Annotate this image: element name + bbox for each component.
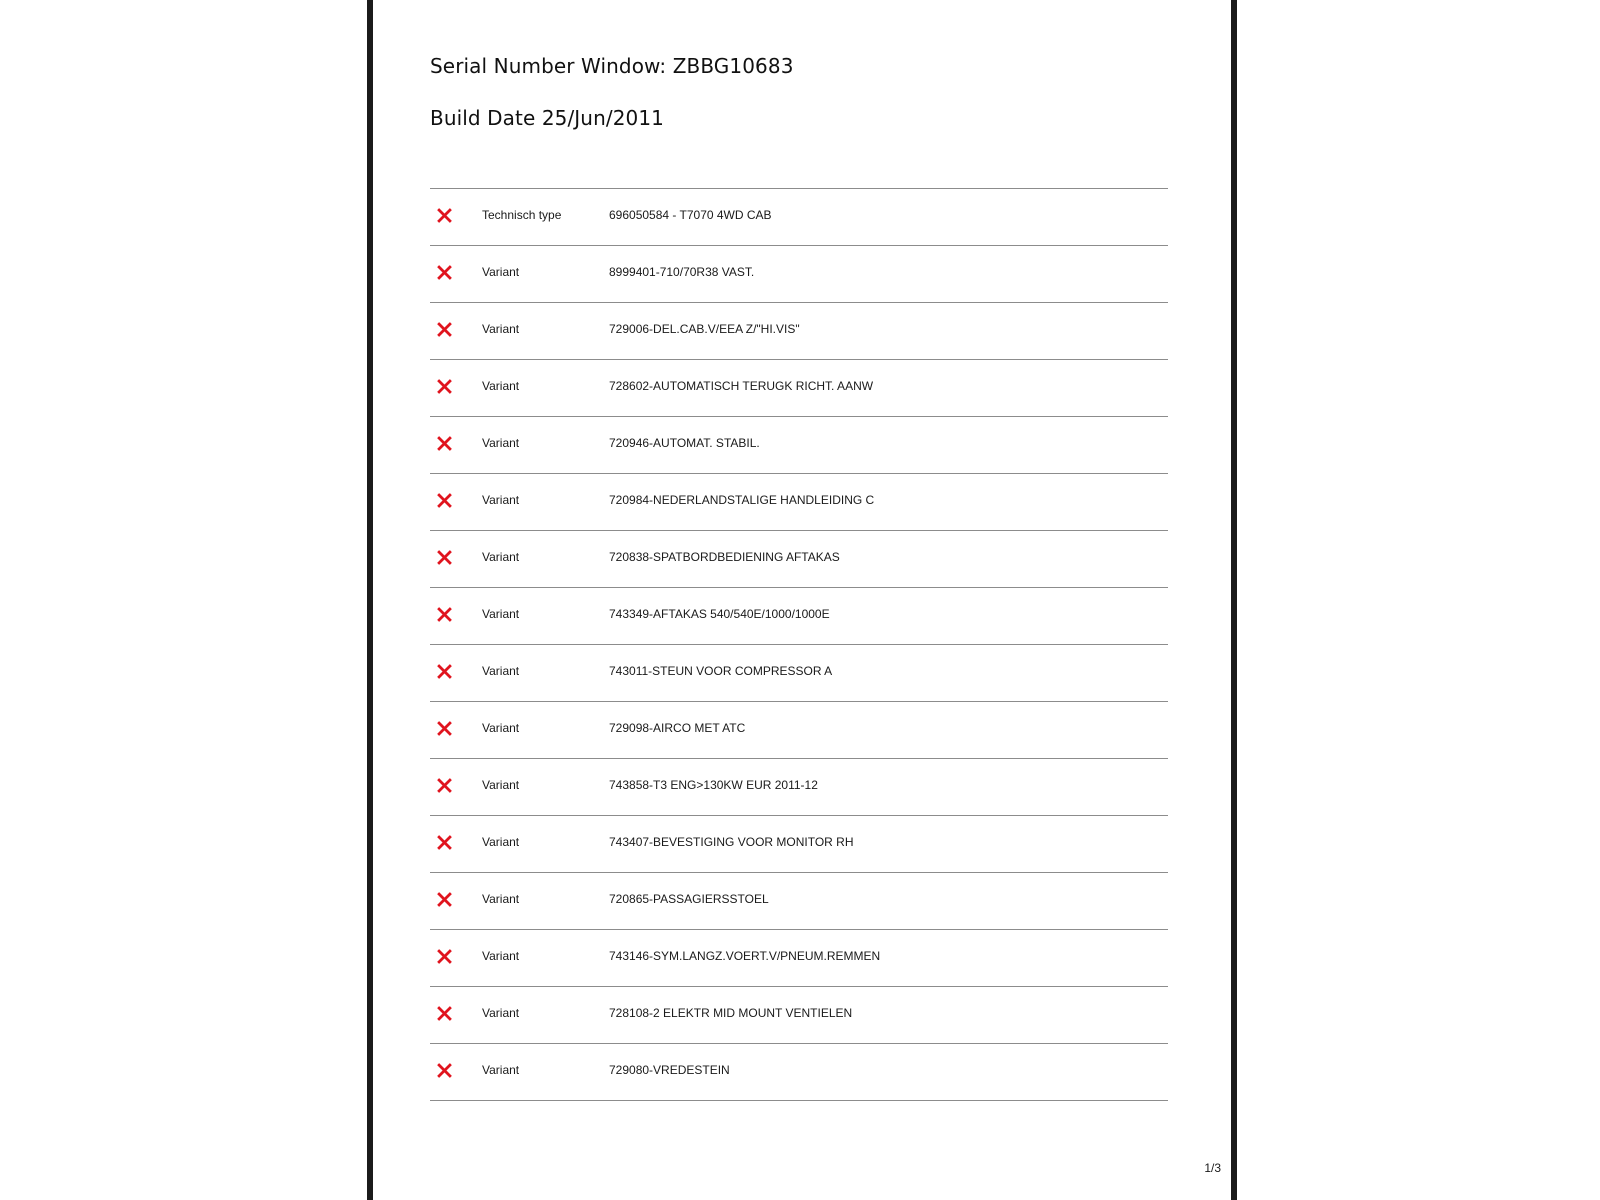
item-value: 696050584 - T7070 4WD CAB <box>609 208 772 222</box>
list-item <box>430 759 1168 816</box>
close-icon <box>436 378 453 395</box>
item-value: 720838-SPATBORDBEDIENING AFTAKAS <box>609 550 840 564</box>
item-label: Variant <box>482 1006 520 1020</box>
list-item <box>430 702 1168 759</box>
list-item <box>430 645 1168 702</box>
list-item <box>430 303 1168 360</box>
close-icon <box>436 207 453 224</box>
item-value: 729098-AIRCO MET ATC <box>609 721 746 735</box>
item-value: 729080-VREDESTEIN <box>609 1063 730 1077</box>
item-label: Variant <box>482 664 520 678</box>
item-label: Variant <box>482 265 520 279</box>
item-value: 720865-PASSAGIERSSTOEL <box>609 892 769 906</box>
item-label: Variant <box>482 436 520 450</box>
close-icon <box>436 1005 453 1022</box>
close-icon <box>436 264 453 281</box>
item-label: Variant <box>482 607 520 621</box>
item-label: Variant <box>482 892 520 906</box>
close-icon <box>436 1062 453 1079</box>
list-item <box>430 246 1168 303</box>
build-date-heading: Build Date 25/Jun/2011 <box>430 106 664 130</box>
close-icon <box>436 606 453 623</box>
close-icon <box>436 663 453 680</box>
close-icon <box>436 720 453 737</box>
item-value: 743349-AFTAKAS 540/540E/1000/1000E <box>609 607 830 621</box>
configuration-list <box>430 188 1168 1101</box>
item-label: Variant <box>482 550 520 564</box>
item-value: 743407-BEVESTIGING VOOR MONITOR RH <box>609 835 854 849</box>
item-label: Variant <box>482 1063 520 1077</box>
close-icon <box>436 492 453 509</box>
serial-number-heading: Serial Number Window: ZBBG10683 <box>430 54 794 78</box>
list-item <box>430 930 1168 987</box>
item-value: 728108-2 ELEKTR MID MOUNT VENTIELEN <box>609 1006 853 1020</box>
close-icon <box>436 435 453 452</box>
item-label: Variant <box>482 778 520 792</box>
close-icon <box>436 948 453 965</box>
item-value: 743146-SYM.LANGZ.VOERT.V/PNEUM.REMMEN <box>609 949 881 963</box>
list-item <box>430 987 1168 1044</box>
item-label: Variant <box>482 835 520 849</box>
item-value: 728602-AUTOMATISCH TERUGK RICHT. AANW <box>609 379 874 393</box>
item-label: Variant <box>482 493 520 507</box>
item-value: 743011-STEUN VOOR COMPRESSOR A <box>609 664 833 678</box>
item-value: 8999401-710/70R38 VAST. <box>609 265 755 279</box>
close-icon <box>436 891 453 908</box>
item-label: Variant <box>482 721 520 735</box>
item-value: 729006-DEL.CAB.V/EEA Z/"HI.VIS" <box>609 322 800 336</box>
list-item <box>430 1044 1168 1101</box>
close-icon <box>436 321 453 338</box>
list-item <box>430 474 1168 531</box>
close-icon <box>436 549 453 566</box>
item-label: Variant <box>482 949 520 963</box>
item-value: 743858-T3 ENG>130KW EUR 2011-12 <box>609 778 818 792</box>
close-icon <box>436 777 453 794</box>
list-item <box>430 588 1168 645</box>
close-icon <box>436 834 453 851</box>
list-item <box>430 531 1168 588</box>
list-item <box>430 189 1168 246</box>
page-number: 1/3 <box>1204 1161 1221 1175</box>
list-item <box>430 417 1168 474</box>
list-item <box>430 873 1168 930</box>
list-item <box>430 816 1168 873</box>
list-item <box>430 360 1168 417</box>
item-label: Technisch type <box>482 208 562 222</box>
document-page <box>367 0 1237 1200</box>
item-value: 720946-AUTOMAT. STABIL. <box>609 436 760 450</box>
item-value: 720984-NEDERLANDSTALIGE HANDLEIDING C <box>609 493 875 507</box>
item-label: Variant <box>482 379 520 393</box>
item-label: Variant <box>482 322 520 336</box>
